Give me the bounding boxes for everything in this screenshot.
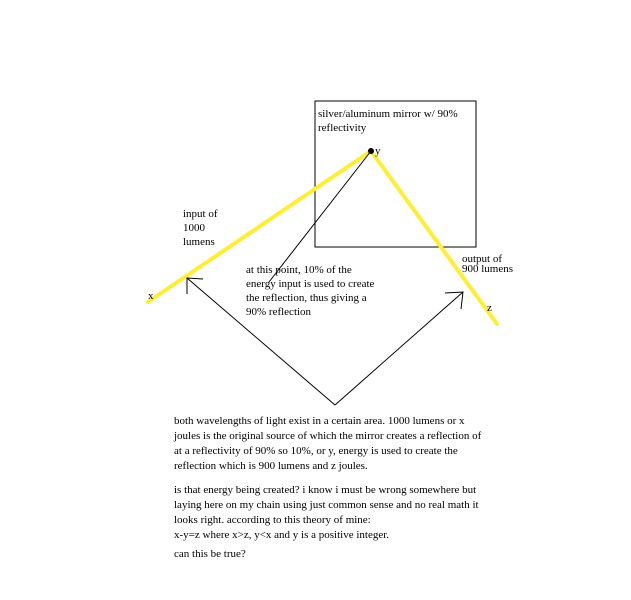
point-z-label: z <box>487 302 492 314</box>
question-paragraph: is that energy being created? i know i must be wrong somewhere but laying here on my chain using just common sense and no real math it looks right. according to this theory of mine: x-y=z where x>z, y<x and y is a positive integer. <box>174 484 479 541</box>
point-x-label: x <box>148 290 154 302</box>
closing-question: can this be true? <box>174 548 246 560</box>
reflection-annotation: at this point, 10% of the energy input is used to create the reflection, thus giving a 90% reflection <box>246 264 375 318</box>
reflection-point-label: y <box>375 145 381 157</box>
mirror-label: silver/aluminum mirror w/ 90% reflectivity <box>318 108 458 134</box>
explanation-paragraph: both wavelengths of light exist in a certain area. 1000 lumens or x joules is the original source of which the mirror creates a reflection of at a reflectivity of 90% so 10%, or y, energy is used to create the reflection which is 900 lumens and z joules. <box>174 415 482 472</box>
output-label: output of 900 lumens <box>462 253 514 275</box>
input-label: input of 1000 lumens <box>183 208 218 248</box>
